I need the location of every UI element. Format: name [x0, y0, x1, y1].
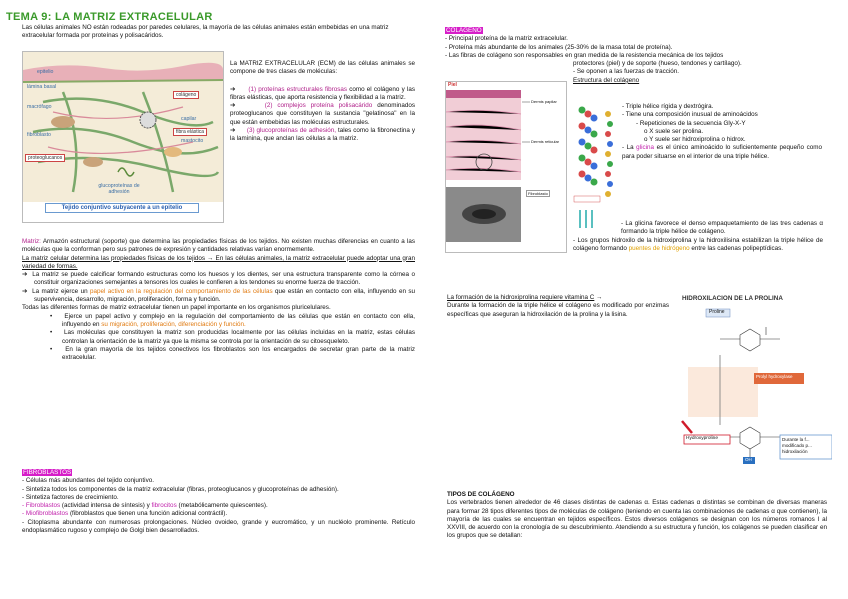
fibro-line-5-a: - Miofibroblastos [22, 510, 69, 518]
fibro-line-4-c: fibrocitos [151, 502, 177, 510]
colageno-line-4: - Se oponen a las fuerzas de tracción. [573, 68, 680, 76]
intro-paragraph: Las células animales NO están rodeadas por paredes celulares, la mayoría de las células animales están embebidas en una matriz extracelular formada por proteínas y polisacáridos. [22, 24, 389, 40]
connective-tissue-illustration [23, 52, 223, 222]
matriz-underline: La matriz celular determina las propiedades físicas de los tejidos → En las células animales, la matriz extracelular puede adoptar una gran variedad de formas. [22, 254, 415, 270]
estructura-s3a: o X suele ser prolina. [644, 127, 704, 135]
fig1-caption: Tejido conjuntivo subyacente a un epitelio [45, 203, 199, 213]
hydroxylation-title: HIDROXILACIÓN DE LA PROLINA [682, 295, 783, 302]
page-title: TEMA 9: LA MATRIZ EXTRACELULAR [6, 11, 213, 23]
estructura-list-cont [573, 220, 823, 253]
hidroxi-section [447, 294, 669, 319]
estructura-s6 [573, 237, 823, 254]
ecm-item-3-rest: tales como la fibronectina y la laminina, que anclan las células a la matriz. [230, 127, 415, 143]
fig1-label-7: fibra elástica [173, 128, 207, 136]
ecm-item-2-hl: (2) complejos proteína polisacárido [264, 102, 373, 110]
matriz-arrow-2: ➔ La matriz ejerce un papel activo en la regulación del comportamiento de las células que están en contacto con ella, influyendo en su supervivencia, desarrollo, migración, proliferación, forma y función. [22, 287, 415, 304]
fibro-line-6: - Citoplasma abundante con numerosas prolongaciones. Núcleo ovoideo, grande y eucromático, y un nucléolo prominente. Retículo endoplasmático rugoso y complejo de Golgi bien desarrollados. [22, 518, 415, 535]
colageno-section [445, 27, 830, 85]
estructura-s4-b: es el único aminoácido lo suficientemente pequeño como para poder situarse en el interior de una triple hélice. [622, 144, 822, 160]
fig1-label-0: epitelio [37, 69, 54, 75]
fibro-line-4-a: - Fibroblastos [22, 502, 61, 510]
tipos-heading: TIPOS DE COLÁGENO [447, 491, 515, 498]
matriz-bullet-2-text: Las moléculas que constituyen la matriz son producidas localmente por las células incluidas en la matriz, estas células controlan la orientación de la matriz ya que la misma se controla por la orientación de su citoesqueleto. [62, 329, 416, 345]
piel-illustration [446, 82, 566, 252]
matriz-arrow-2-post: que están en contacto con ella, influyendo en su supervivencia, desarrollo, migración, proliferación, forma y función. [34, 287, 415, 304]
estructura-s2: - Tiene una composición inusual de aminoácidos [622, 111, 758, 119]
connective-tissue-figure [22, 51, 224, 223]
estructura-s1: - Triple hélice rígida y dextrógira. [622, 103, 714, 110]
estructura-list [622, 103, 822, 161]
estructura-s3: - Repeticiones de la secuencia Gly-X-Y [636, 119, 746, 127]
fig1-label-9: glucoproteínas de adhesión [98, 183, 140, 195]
matriz-bullet-1-hl: su migración, proliferación, diferenciación y función. [101, 320, 246, 328]
piel-dermis-reticular: Dermis reticular [531, 139, 560, 144]
hydroxyproline-label: Hydroxyproline [686, 436, 718, 441]
estructura-s6-b: entre las cadenas polipeptídicas. [691, 244, 784, 252]
triple-helix-illustration [572, 100, 620, 230]
fig1-label-5: colágeno [173, 91, 199, 99]
fig1-label-6: capilar [181, 116, 197, 122]
fibro-line-3: - Sintetiza factores de crecimiento. [22, 493, 119, 501]
matriz-bullet-2: • Las moléculas que constituyen la matriz son producidas localmente por las células incluidas en la matriz, estas células controlan la orientación de la matriz ya que la misma se controla por la orientación de su citoesqueleto. [50, 329, 416, 345]
fibro-line-4 [22, 502, 415, 510]
ecm-description [230, 60, 415, 144]
hidroxi-lead-text: La formación de la hidroxiprolina requiere vitamina C [447, 294, 595, 301]
colageno-line-1: - Principal proteína de la matriz extracelular. [445, 35, 568, 43]
matriz-arrow-2-hl: papel activo en la regulación del comportamiento de las células [89, 287, 273, 295]
tipos-text: Los vertebrados tienen alrededor de 46 clases distintas de cadenas α. Estas cadenas α distintas se combinan de diversas maneras para formar 28 tipos diferentes tipos de moléculas de colágeno (teniendo en cuenta las combinaciones de cadenas α que contienen), la mayoría de las cuales se encuentran en tejidos específicos. Estos diversos colágenos se designan con los números romanos I al XXVIII, de acuerdo con la cronología de su descubrimiento. Atendiendo a su estructura y función, los colágenos se pueden clasificar en los grupos que se detallan: [447, 499, 827, 540]
estructura-s4-hl: glicina [636, 144, 655, 152]
piel-label: Piel [448, 82, 457, 88]
matriz-section [22, 238, 415, 362]
fibro-line-5-b: (fibroblastos que tienen una función adicional contráctil). [69, 510, 228, 518]
estructura-s3b: o Y suele ser hidroxiprolina o hidrox. [644, 136, 746, 144]
matriz-todas: Todas las diferentes formas de matriz extracelular tienen un papel importante en los organismos pluricelulares. [22, 304, 331, 312]
estructura-s4 [622, 144, 822, 161]
fig1-label-3: fibroblasto [27, 132, 51, 138]
piel-histology-figure [445, 81, 567, 253]
prolyl-hydroxylase-label: Prolyl hydroxylase [756, 374, 793, 379]
tipos-section [447, 491, 827, 541]
piel-dermis-papilar: Dermis papilar [531, 99, 557, 104]
fibroblastos-section [22, 469, 415, 535]
colageno-line-3: - Las fibras de colágeno son responsables en gran medida de la resistencia mecánica de los tejidos [445, 51, 724, 59]
hydroxylation-figure [680, 295, 832, 475]
ecm-item-2: ➔ (2) complejos proteína polisacárido denominados proteoglucanos que constituyen la sustancia "gelatinosa" en la que están embebidas las moléculas estructurales. [230, 102, 415, 126]
colageno-heading: COLÁGENO [446, 27, 482, 34]
matriz-bullet-3-text: En la gran mayoría de los tejidos conectivos los fibroblastos son los encargados de secretar gran parte de la matriz extracelular. [62, 345, 416, 362]
estructura-s6-hl: puentes de hidrógeno [628, 244, 690, 252]
ecm-lead: La MATRIZ EXTRACELULAR (ECM) de las células animales se compone de tres clases de moléculas: [230, 60, 415, 76]
triple-helix-figure [572, 100, 620, 230]
fibro-line-4-d: (metabólicamente quiescentes). [178, 502, 268, 510]
estructura-s5: - La glicina favorece el denso empaquetamiento de las tres cadenas α formando la triple hélice de colágeno. [621, 220, 823, 236]
fig1-label-8: mastocito [181, 138, 204, 144]
matriz-bullet-1-pre: Ejerce un papel activo y complejo en la regulación del comportamiento de las células que están en contacto con ella, influyendo en [62, 312, 415, 328]
hidroxi-lead: La formación de la hidroxiprolina requiere vitamina C → [447, 294, 603, 301]
fibro-line-2: - Sintetiza todos los componentes de la matriz extracelular (fibras, proteoglucanos y glucoproteínas de adhesión). [22, 485, 339, 493]
ecm-item-1-rest: como el colágeno y las fibras elásticas, que aporta resistencia y flexibilidad a la matriz. [230, 85, 416, 101]
fibro-line-4-b: (actividad intensa de síntesis) y [61, 502, 150, 510]
ecm-item-3-hl: (3) glucoproteínas de adhesión, [246, 127, 337, 135]
matriz-label: Matriz: [22, 238, 41, 245]
estructura-s4-a: - La [622, 144, 634, 152]
colageno-line-3b: protectores (piel) y de soporte (hueso, tendones y cartílago). [573, 60, 742, 68]
fig1-label-2: macrófago [27, 104, 52, 110]
fibro-line-5 [22, 510, 415, 518]
colageno-line-2: - Proteína más abundante de los animales (25-30% de la masa total de proteína). [445, 43, 673, 51]
matriz-bullet-3: • En la gran mayoría de los tejidos conectivos los fibroblastos son los encargados de secretar gran parte de la matriz extracelular. [50, 345, 416, 362]
ecm-item-1: ➔ (1) proteínas estructurales fibrosas como el colágeno y las fibras elásticas, que aporta resistencia y flexibilidad a la matriz. [230, 85, 416, 101]
matriz-arrow-1-text: La matriz se puede calcificar formando estructuras como los huesos y los dientes, ser una estructura transparente como la córnea o constituir organizaciones semejantes a tensores los cuales le confieren a los tendones su enorme fuerza de tracción. [32, 271, 415, 287]
matriz-arrow-2-pre: La matriz ejerce un [32, 287, 88, 295]
hidroxi-text: Durante la formación de la triple hélice el colágeno es modificado por enzimas específicas que aseguran la hidroxilación de la prolina y la lisina. [447, 302, 669, 318]
proline-label: Proline [709, 309, 725, 315]
fig1-label-4: proteoglucanos [25, 154, 65, 162]
matriz-def-text: Armazón estructural (soporte) que determina las propiedades físicas de los tejidos. No existen muchas diferencias en cuanto a las moléculas que la conforman pero sus patrones de expresión y cantidades relativas varían enormemente. [22, 238, 416, 254]
matriz-bullet-1: • Ejerce un papel activo y complejo en la regulación del comportamiento de las células que están en contacto con ella, influyendo en su migración, proliferación, diferenciación y función. [50, 312, 415, 328]
colageno-estructura: Estructura del colágeno [573, 76, 640, 84]
hydroxylation-note: Durante la f... modificado p... hidroxilación [782, 437, 812, 454]
matriz-arrow-1: ➔ La matriz se puede calcificar formando estructuras como los huesos y los dientes, ser una estructura transparente como la córnea o constituir organizaciones semejantes a tensores los cuales le confieren a los tendones su enorme fuerza de tracción. [22, 271, 415, 287]
piel-fibroblasto: Fibroblasto [528, 191, 548, 196]
oh-label: OH [745, 457, 752, 462]
ecm-item-3: ➔ (3) glucoproteínas de adhesión, tales como la fibronectina y la laminina, que anclan las células a la matriz. [230, 127, 415, 143]
fibroblastos-heading: FIBROBLASTOS [23, 469, 72, 476]
fibro-line-1: - Células más abundantes del tejido conjuntivo. [22, 477, 154, 485]
ecm-item-1-hl: (1) proteínas estructurales fibrosas [248, 85, 348, 93]
matriz-def [22, 238, 415, 255]
ecm-item-2-rest: denominados proteoglucanos que constituyen la sustancia "gelatinosa" en la que están embebidas las moléculas estructurales. [230, 102, 415, 126]
estructura-s6-a: - Los grupos hidroxilo de la hidroxiprolina y la hidroxilisina estabilizan la triple hélice de colágeno formando [573, 236, 823, 252]
fig1-label-1: lámina basal [27, 84, 57, 90]
